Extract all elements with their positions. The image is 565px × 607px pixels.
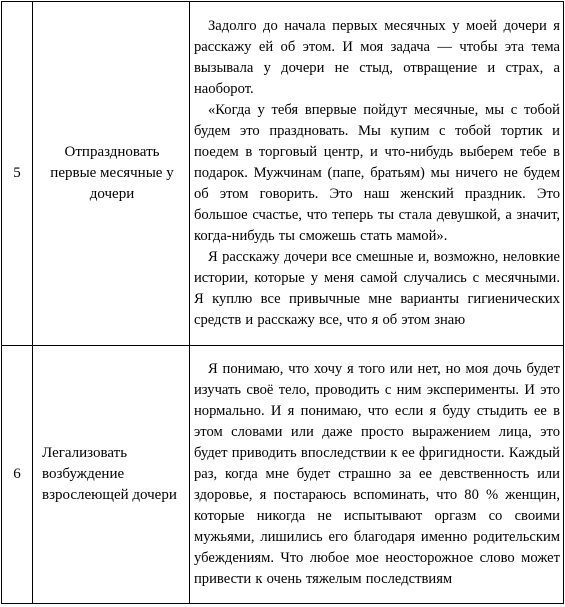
row-number-cell: 6 — [2, 346, 33, 604]
row-title-cell: Отпраздновать первые месячные у дочери — [33, 2, 190, 346]
row-body-cell — [190, 2, 564, 346]
row-title-cell: Легализовать возбуждение взрослеющей дочери — [33, 346, 190, 604]
row-number-cell: 5 — [2, 2, 33, 346]
body-paragraph: Задолго до начала первых месячных у моей дочери я расскажу ей об этом. И моя задача — чтобы эта тема вызывала у дочери не стыд, отвращение и страх, а наоборот. — [194, 18, 560, 97]
table-row — [2, 2, 564, 346]
body-paragraph: «Когда у тебя впервые пойдут месячные, мы с тобой будем это праздновать. Мы купим с тобой тортик и поедем в торговый центр, и что-нибудь выберем тебе в подарок. Мужчинам (папе, братьям) мы ничего не будем об этом говорить. Это наш женский праздник. Это большое счастье, что теперь ты стала девушкой, а значит, когда-нибудь ты сможешь стать мамой». — [194, 102, 560, 244]
body-paragraph: Я расскажу дочери все смешные и, возможно, неловкие истории, которые у меня самой случались с месячными. Я куплю все привычные мне варианты гигиенических средств и расскажу все, что я об этом знаю — [194, 249, 560, 328]
content-table — [1, 1, 564, 604]
body-paragraph: Я понимаю, что хочу я того или нет, но моя дочь будет изучать своё тело, проводить с ним эксперименты. И это нормально. И я понимаю, что если я буду стыдить ее в этом словами или даже просто выражением лица, это будет приводить впоследствии к ее фригидности. Каждый раз, когда мне будет страшно за ее девственность или здоровье, я постараюсь вспоминать, что 80 % женщин, которые никогда не испытывают оргазм со своими мужьями, лишились его благодаря именно родительским убеждениям. Что любое мое неосторожное слово может привести к очень тяжелым последствиям — [194, 361, 560, 587]
row-body-cell — [190, 346, 564, 604]
table-row — [2, 346, 564, 604]
